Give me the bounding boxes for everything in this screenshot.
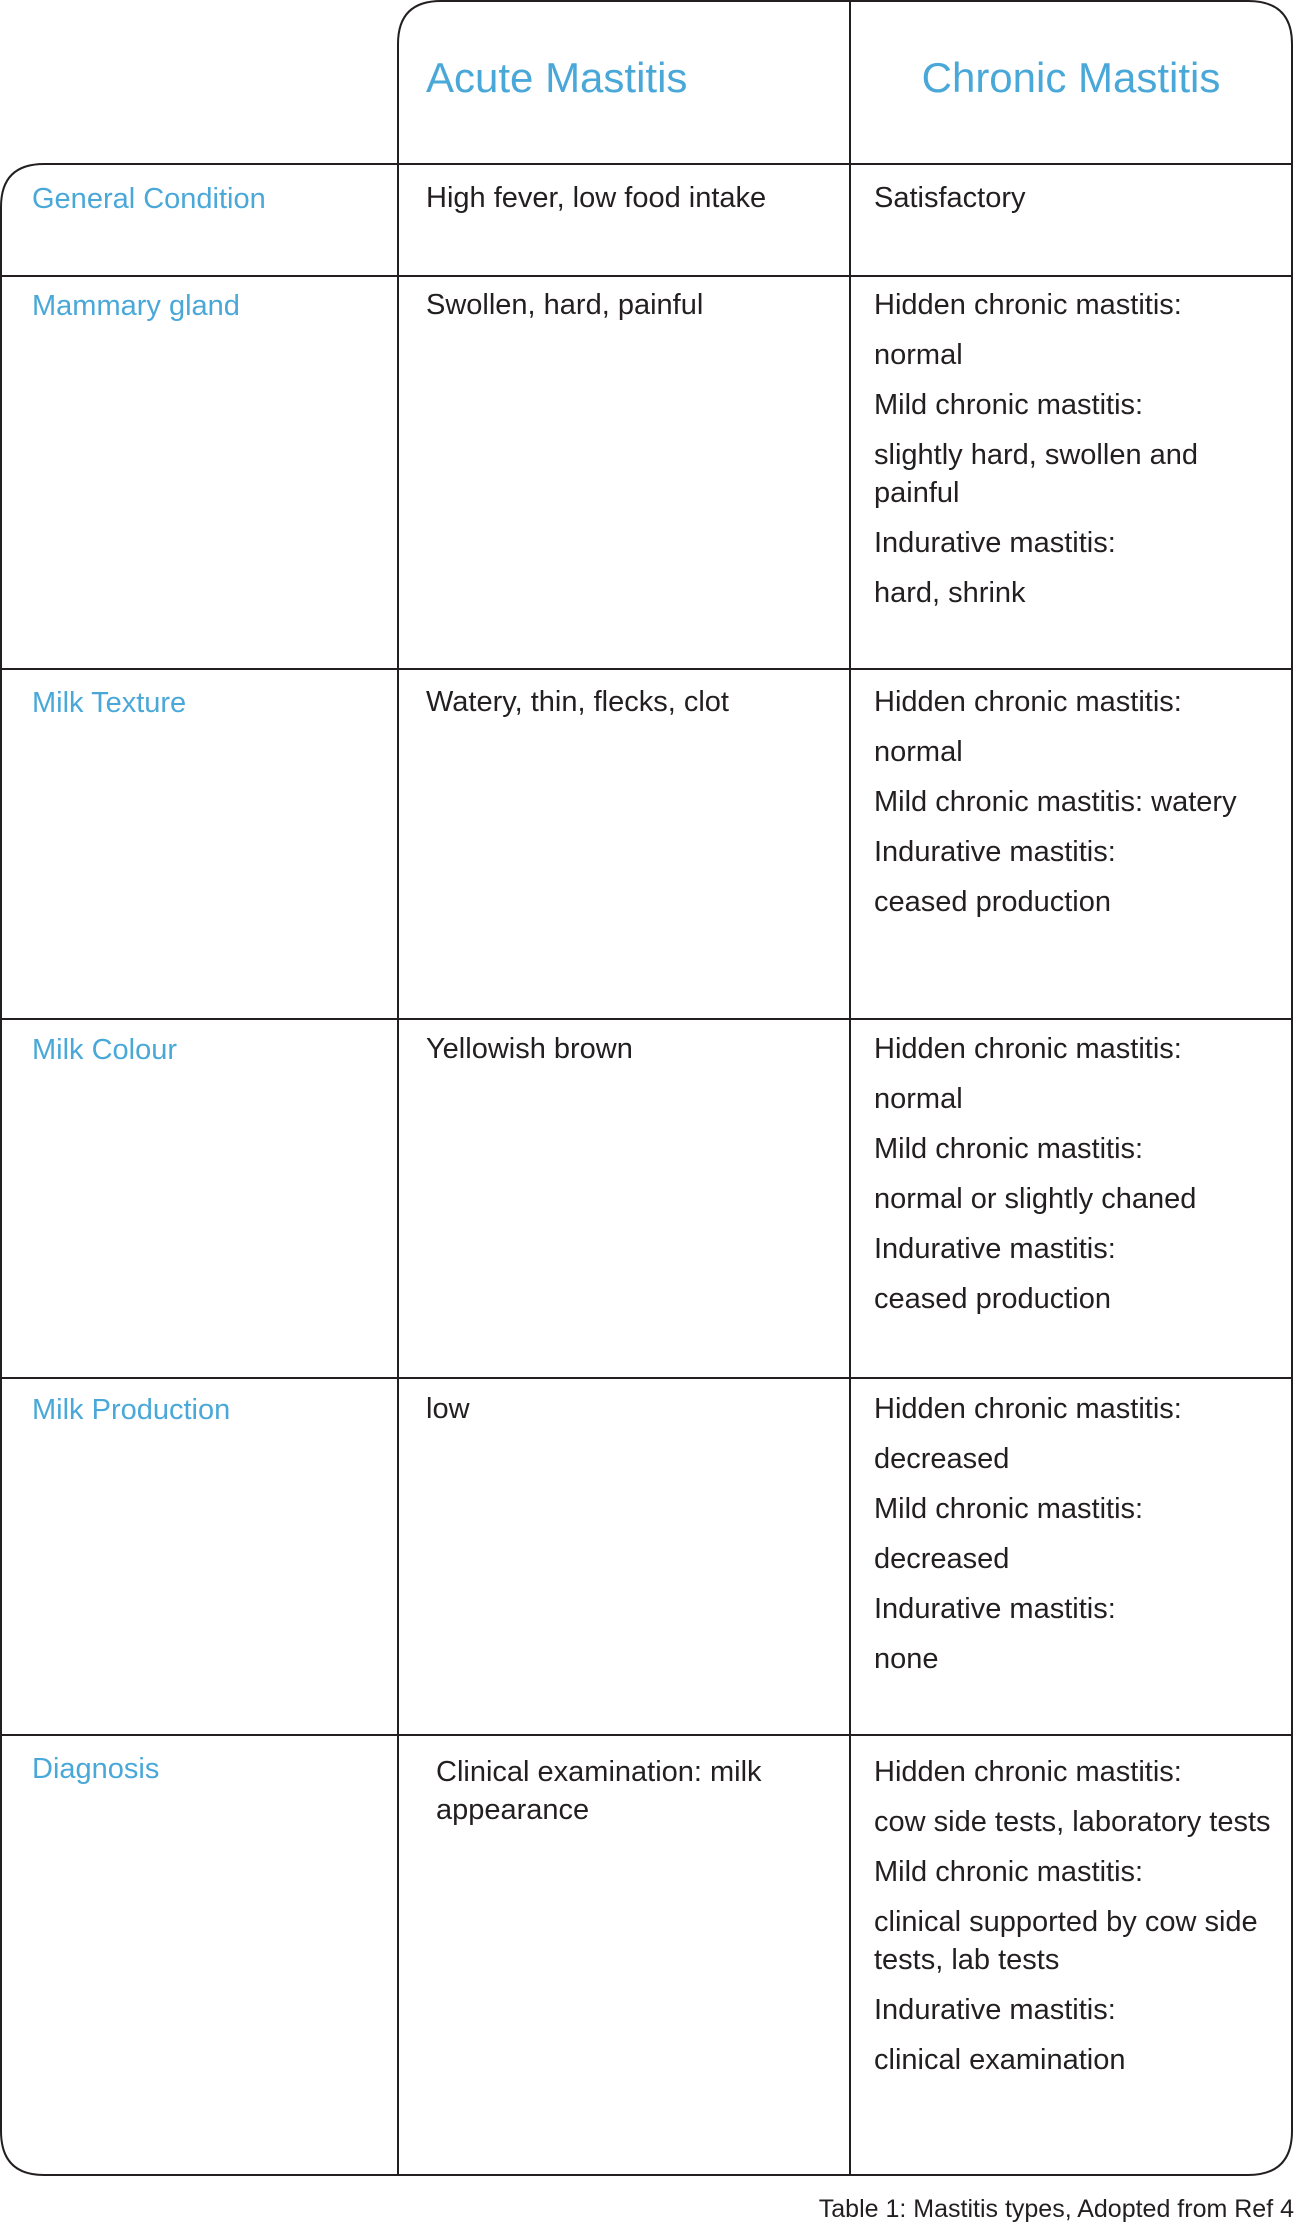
acute-general-condition: High fever, low food intake — [426, 182, 767, 214]
acute-milk-production: low — [426, 1393, 470, 1425]
chronic-entry: none — [874, 1643, 939, 1675]
chronic-entry: Mild chronic mastitis: — [874, 1856, 1144, 1888]
chronic-entry: Hidden chronic mastitis: — [874, 686, 1182, 718]
chronic-entry: Hidden chronic mastitis: — [874, 289, 1182, 321]
chronic-entry: normal or slightly chaned — [874, 1183, 1197, 1215]
chronic-entry: Indurative mastitis: — [874, 1994, 1116, 2026]
row-label-milk-texture: Milk Texture — [32, 687, 187, 719]
column-header-acute: Acute Mastitis — [426, 54, 688, 101]
row-label-mammary-gland: Mammary gland — [32, 290, 240, 322]
chronic-entry: normal — [874, 339, 963, 371]
chronic-entry: Hidden chronic mastitis: — [874, 1033, 1182, 1065]
chronic-entry: Mild chronic mastitis: watery — [874, 786, 1237, 818]
chronic-entry: decreased — [874, 1443, 1010, 1475]
chronic-entry: ceased production — [874, 1283, 1111, 1315]
acute-mammary-gland: Swollen, hard, painful — [426, 289, 704, 321]
column-header-chronic: Chronic Mastitis — [921, 54, 1221, 101]
chronic-entry: Hidden chronic mastitis: — [874, 1393, 1182, 1425]
chronic-entry: Mild chronic mastitis: — [874, 389, 1144, 421]
chronic-entry: Satisfactory — [874, 182, 1026, 214]
chronic-entry: Mild chronic mastitis: — [874, 1493, 1144, 1525]
acute-diagnosis: Clinical examination: milk appearance — [436, 1756, 762, 1826]
chronic-entry: slightly hard, swollen and painful — [874, 439, 1199, 509]
chronic-entry: decreased — [874, 1543, 1010, 1575]
chronic-mammary-gland — [874, 286, 1284, 624]
row-label-milk-colour: Milk Colour — [32, 1034, 178, 1066]
chronic-entry: normal — [874, 736, 963, 768]
row-label-general-condition: General Condition — [32, 183, 266, 215]
chronic-entry: ceased production — [874, 886, 1111, 918]
table-caption: Table 1: Mastitis types, Adopted from Ref 4 — [818, 2195, 1294, 2223]
chronic-general-condition — [874, 179, 1284, 229]
chronic-entry: Hidden chronic mastitis: — [874, 1756, 1182, 1788]
chronic-entry: normal — [874, 1083, 963, 1115]
chronic-entry: Mild chronic mastitis: — [874, 1133, 1144, 1165]
row-label-diagnosis: Diagnosis — [32, 1753, 160, 1785]
acute-milk-texture: Watery, thin, flecks, clot — [426, 686, 729, 718]
chronic-diagnosis — [874, 1753, 1274, 2091]
chronic-entry: Indurative mastitis: — [874, 836, 1116, 868]
chronic-milk-texture — [874, 683, 1292, 933]
chronic-entry: hard, shrink — [874, 577, 1026, 609]
acute-milk-colour: Yellowish brown — [426, 1033, 633, 1065]
chronic-milk-production — [874, 1390, 1284, 1690]
row-label-milk-production: Milk Production — [32, 1394, 231, 1426]
chronic-entry: cow side tests, laboratory tests — [874, 1806, 1271, 1838]
chronic-entry: Indurative mastitis: — [874, 1593, 1116, 1625]
chronic-entry: clinical supported by cow side tests, lab tests — [874, 1906, 1258, 1976]
chronic-entry: Indurative mastitis: — [874, 1233, 1116, 1265]
chronic-entry: clinical examination — [874, 2044, 1126, 2076]
chronic-milk-colour — [874, 1030, 1284, 1330]
chronic-entry: Indurative mastitis: — [874, 527, 1116, 559]
